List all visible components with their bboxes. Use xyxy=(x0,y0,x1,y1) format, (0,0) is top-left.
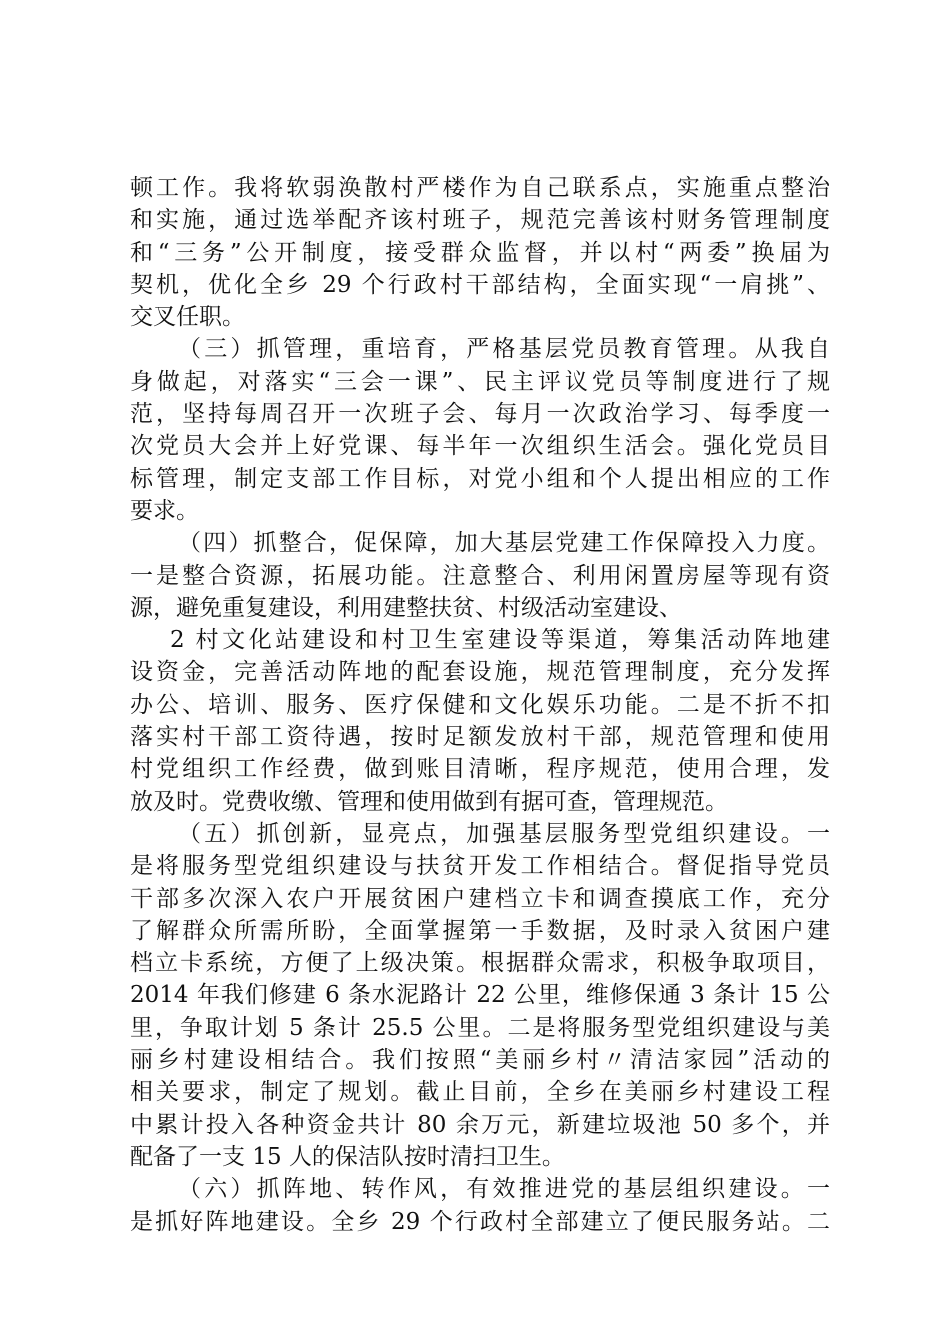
document-body xyxy=(130,172,830,1238)
text-line: 里，争取计划 5 条计 25.5 公里。二是将服务型党组织建设与美 xyxy=(130,1014,830,1041)
text-line: （四）抓整合，促保障，加大基层党建工作保障投入力度。 xyxy=(178,530,830,557)
text-line: 落实村干部工资待遇，按时足额发放村干部，规范管理和使用 xyxy=(130,724,830,751)
text-line: 办公、培训、服务、医疗保健和文化娱乐功能。二是不折不扣 xyxy=(130,691,830,718)
text-line: 了解群众所需所盼，全面掌握第一手数据，及时录入贫困户建 xyxy=(130,917,830,944)
text-line: 范，坚持每周召开一次班子会、每月一次政治学习、每季度一 xyxy=(130,401,830,428)
text-line: （六）抓阵地、转作风，有效推进党的基层组织建设。一 xyxy=(178,1176,830,1203)
text-line: 中累计投入各种资金共计 80 余万元，新建垃圾池 50 多个，并 xyxy=(130,1111,830,1138)
text-line: 干部多次深入农户开展贫困户建档立卡和调查摸底工作，充分 xyxy=(130,885,830,912)
text-line: 次党员大会并上好党课、每半年一次组织生活会。强化党员目 xyxy=(130,433,830,460)
text-line: 和实施，通过选举配齐该村班子，规范完善该村财务管理制度 xyxy=(130,207,830,234)
text-line: 交叉任职。 xyxy=(130,304,245,331)
text-line: 是抓好阵地建设。全乡 29 个行政村全部建立了便民服务站。二 xyxy=(130,1208,830,1235)
text-line: 契机，优化全乡 29 个行政村干部结构，全面实现“一肩挑”、 xyxy=(130,271,830,298)
text-line: 放及时。党费收缴、管理和使用做到有据可查，管理规范。 xyxy=(130,788,728,815)
text-line: 和“三务”公开制度，接受群众监督，并以村“两委”换届为 xyxy=(130,239,830,266)
text-line: 档立卡系统，方便了上级决策。根据群众需求，积极争取项目， xyxy=(130,950,830,977)
text-line: 丽乡村建设相结合。我们按照“美丽乡村〃清洁家园”活动的 xyxy=(130,1047,830,1074)
text-line: 相关要求，制定了规划。截止目前，全乡在美丽乡村建设工程 xyxy=(130,1079,830,1106)
text-line: 源，避免重复建设，利用建整扶贫、村级活动室建设、 xyxy=(130,594,682,621)
text-line: 配备了一支 15 人的保洁队按时清扫卫生。 xyxy=(130,1143,565,1170)
text-line: 身做起，对落实“三会一课”、民主评议党员等制度进行了规 xyxy=(130,368,830,395)
text-line: 标管理，制定支部工作目标，对党小组和个人提出相应的工作 xyxy=(130,465,830,492)
text-line: 村党组织工作经费，做到账目清晰，程序规范，使用合理，发 xyxy=(130,756,830,783)
text-line: 2 村文化站建设和村卫生室建设等渠道，筹集活动阵地建 xyxy=(170,627,830,654)
text-line: （三）抓管理，重培育，严格基层党员教育管理。从我自 xyxy=(178,336,830,363)
text-line: 一是整合资源，拓展功能。注意整合、利用闲置房屋等现有资 xyxy=(130,562,830,589)
text-line: 2014 年我们修建 6 条水泥路计 22 公里，维修保通 3 条计 15 公 xyxy=(130,982,830,1009)
text-line: 设资金，完善活动阵地的配套设施，规范管理制度，充分发挥 xyxy=(130,659,830,686)
text-line: （五）抓创新，显亮点，加强基层服务型党组织建设。一 xyxy=(178,820,830,847)
text-line: 要求。 xyxy=(130,497,199,524)
text-line: 是将服务型党组织建设与扶贫开发工作相结合。督促指导党员 xyxy=(130,853,830,880)
text-line: 顿工作。我将软弱涣散村严楼作为自己联系点，实施重点整治 xyxy=(130,175,830,201)
